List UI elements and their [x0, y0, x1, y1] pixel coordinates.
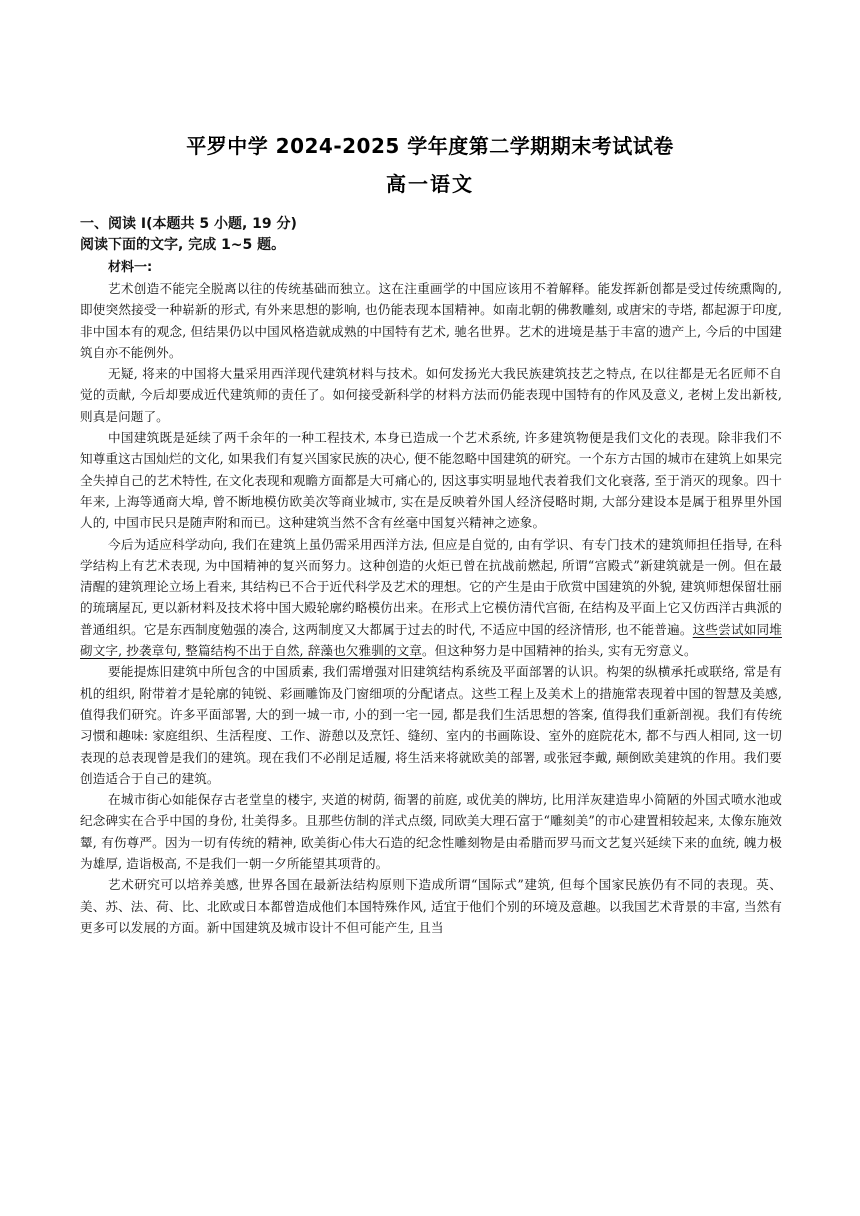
paragraph-5: 要能提炼旧建筑中所包含的中国质素, 我们需增强对旧建筑结构系统及平面部署的认识。构架的纵横承托或联络, 常是有机的组织, 附带着才是轮廓的钝锐、彩画雕饰及门窗细项的分配诸点。这些工程上及美术上的措施常表现着中国的智慧及美感, 值得我们研究。许多平面部署, 大的到一城一市, 小的到一宅一园, 都是我们生活思想的答案, 值得我们重新剖视。我们有传统习惯和趣味: 家庭组织、生活程度、工作、游憩以及烹饪、缝纫、室内的书画陈设、室外的庭院花木, 都不与西人相同, 这一切表现的总表现曾是我们的建筑。现在我们不必削足适履, 将生活来将就欧美的部署, 或张冠李戴, 颠倒欧美建筑的作用。我们要创造适合于自己的建筑。: [80, 664, 782, 786]
paragraph-4: [80, 534, 782, 662]
section-instruction: 阅读下面的文字, 完成 1~5 题。: [80, 237, 286, 253]
paragraph-2: 无疑, 将来的中国将大量采用西洋现代建筑材料与技术。如何发扬光大我民族建筑技艺之特点, 在以往都是无名匠师不自觉的贡献, 今后却要成近代建筑师的责任了。如何接受新科学的材料方法而仍能表现中国特有的作风及意义, 老树上发出新枝, 则真是问题了。: [80, 366, 782, 424]
paragraph-4-text: 今后为适应科学动向, 我们在建筑上虽仍需采用西洋方法, 但应是自觉的, 由有学识、有专门技术的建筑师担任指导, 在科学结构上有艺术表现, 为中国精神的复兴而努力。这种创造的火炬已曾在抗战前燃起, 所谓“宫殿式”新建筑就是一例。但在最清醒的建筑理论立场上看来, 其结构已不合于近代科学及艺术的理想。它的产生是由于欣赏中国建筑的外貌, 建筑师想保留壮丽的琉璃屋瓦, 更以新材料及技术将中国大殿轮廓约略模仿出来。在形式上它模仿清代宫衙, 在结构及平面上它又仿西洋古典派的普通组织。它是东西制度勉强的凑合, 这两制度又大都属于过去的时代, 不适应中国的经济情形, 也不能普遍。: [80, 536, 782, 637]
reading-section: [80, 214, 782, 938]
underlined-sentence: 这些尝试如同堆砌文字, 抄袭章句, 整篇结构不出于自然, 辞藻也欠雅驯的文章: [80, 621, 782, 659]
exam-title: 平罗中学 2024-2025 学年度第二学期期末考试试卷: [186, 134, 674, 158]
paragraph-7: 艺术研究可以培养美感, 世界各国在最新法结构原则下造成所谓“国际式”建筑, 但每个国家民族仍有不同的表现。英、美、苏、法、荷、比、北欧或日本都曾造成他们本国特殊作风, 适宜于他们个别的环境及意趣。以我国艺术背景的丰富, 当然有更多可以发展的方面。新中国建筑及城市设计不但可能产生, 且当: [80, 877, 782, 935]
paragraph-1: 艺术创造不能完全脱离以往的传统基础而独立。这在注重画学的中国应该用不着解释。能发挥新创都是受过传统熏陶的, 即使突然接受一种崭新的形式, 有外来思想的影响, 也仍能表现本国精神。如南北朝的佛教雕刻, 或唐宋的寺塔, 都起源于印度, 非中国本有的观念, 但结果仍以中国风格造就成熟的中国特有艺术, 驰名世界。艺术的进境是基于丰富的遗产上, 今后的中国建筑自亦不能例外。: [80, 281, 782, 360]
paragraph-4-tail: 。但这种努力是中国精神的抬头, 实有无穷意义。: [421, 643, 697, 659]
paragraph-6: 在城市街心如能保存古老堂皇的楼宇, 夹道的树荫, 衙署的前庭, 或优美的牌坊, 比用洋灰建造卑小简陋的外国式喷水池或纪念碑实在合乎中国的身份, 壮美得多。且那些仿制的洋式点缀, 同欧美大理石富于“雕刻美”的市心建置相较起来, 太像东施效颦, 有伤尊严。因为一切有传统的精神, 欧美街心伟大石造的纪念性雕刻物是由希腊而罗马而文艺复兴延续下来的血统, 魄力极为雄厚, 造诣极高, 不是我们一朝一夕所能望其项背的。: [80, 792, 782, 872]
subject-title: 高一语文: [386, 172, 474, 196]
paragraph-3: 中国建筑既是延续了两千余年的一种工程技术, 本身已造成一个艺术系统, 许多建筑物便是我们文化的表现。除非我们不知尊重这古国灿烂的文化, 如果我们有复兴国家民族的决心, 便不能忽略中国建筑的研究。一个东方古国的城市在建筑上如果完全失掉自己的艺术特性, 在文化表现和观瞻方面都是大可痛心的, 因这事实明显地代表着我们文化衰落, 至于消灭的现象。四十年来, 上海等通商大埠, 曾不断地模仿欧美次等商业城市, 实在是反映着外国人经济侵略时期, 大部分建设本是属于租界里外国人的, 中国市民只是随声附和而已。这种建筑当然不含有丝毫中国复兴精神之迹象。: [80, 430, 782, 531]
section-heading: 一、阅读 I(本题共 5 小题, 19 分): [80, 216, 297, 232]
material-label: 材料一:: [108, 260, 153, 275]
